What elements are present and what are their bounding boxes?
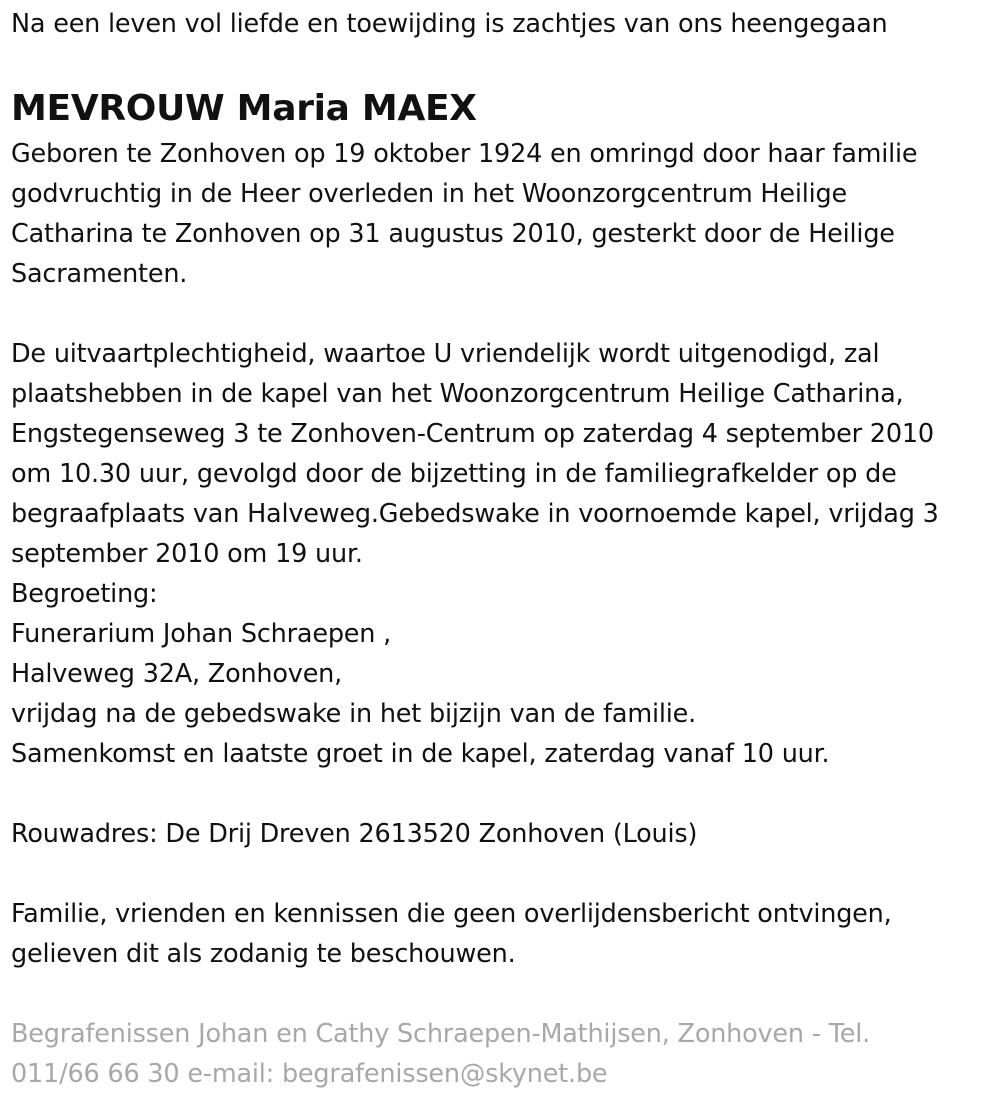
paragraph-line: Geboren te Zonhoven op 19 oktober 1924 en omringd door haar familie [11, 139, 918, 169]
undertaker-footer [11, 1014, 996, 1094]
paragraph-line: begraafplaats van Halveweg.Gebedswake in voornoemde kapel, vrijdag 3 [11, 499, 939, 529]
funerarium-address: Halveweg 32A, Zonhoven, [11, 659, 343, 689]
deceased-name: MEVROUW Maria MAEX [11, 88, 477, 129]
paragraph-line: Engstegenseweg 3 te Zonhoven-Centrum op zaterdag 4 september 2010 [11, 419, 934, 449]
spacer [11, 294, 996, 334]
footer-line: Begrafenissen Johan en Cathy Schraepen-Mathijsen, Zonhoven - Tel. [11, 1019, 871, 1049]
gathering-time: Samenkomst en laatste groet in de kapel, zaterdag vanaf 10 uur. [11, 739, 830, 769]
paragraph-line: Familie, vrienden en kennissen die geen overlijdensbericht ontvingen, [11, 899, 892, 929]
intro-text: Na een leven vol liefde en toewijding is zachtjes van ons heengegaan [11, 9, 888, 39]
spacer [11, 974, 996, 1014]
greeting-heading: Begroeting: [11, 579, 158, 609]
paragraph-line: om 10.30 uur, gevolgd door de bijzetting in de familiegrafkelder op de [11, 459, 897, 489]
paragraph-line: plaatshebben in de kapel van het Woonzorgcentrum Heilige Catharina, [11, 379, 904, 409]
spacer [11, 854, 996, 894]
ceremony-paragraph [11, 334, 996, 774]
paragraph-line: godvruchtig in de Heer overleden in het Woonzorgcentrum Heilige [11, 179, 847, 209]
mourning-address: Rouwadres: De Drij Dreven 2613520 Zonhoven (Louis) [11, 819, 698, 849]
footer-contact-line: 011/66 66 30 e-mail: begrafenissen@skynet.be [11, 1059, 608, 1089]
greeting-time: vrijdag na de gebedswake in het bijzijn van de familie. [11, 699, 697, 729]
paragraph-line: De uitvaartplechtigheid, waartoe U vriendelijk wordt uitgenodigd, zal [11, 339, 880, 369]
paragraph-line: Sacramenten. [11, 259, 188, 289]
spacer [11, 774, 996, 814]
funerarium-name: Funerarium Johan Schraepen , [11, 619, 392, 649]
paragraph-line: gelieven dit als zodanig te beschouwen. [11, 939, 516, 969]
obituary-document [11, 4, 996, 1094]
notice-paragraph [11, 894, 996, 974]
birth-death-paragraph [11, 134, 996, 294]
paragraph-line: Catharina te Zonhoven op 31 augustus 2010, gesterkt door de Heilige [11, 219, 895, 249]
paragraph-line: september 2010 om 19 uur. [11, 539, 363, 569]
